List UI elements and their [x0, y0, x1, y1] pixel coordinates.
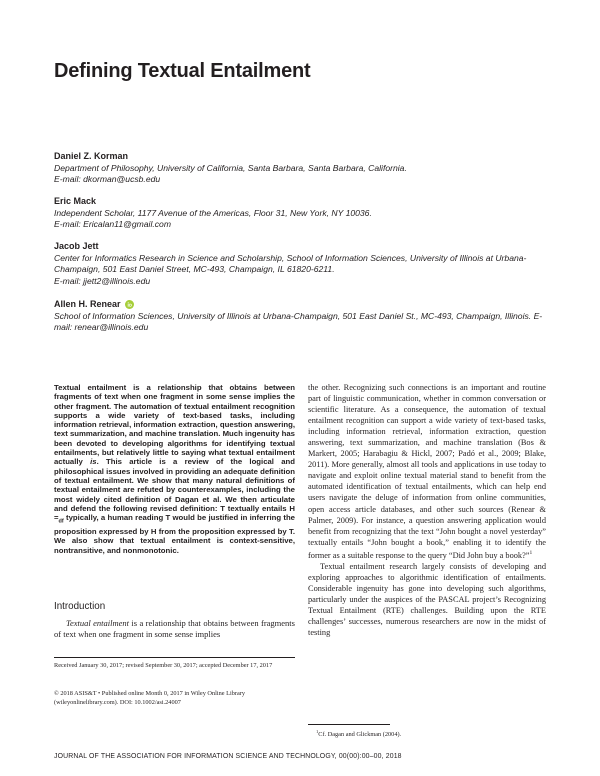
footnote-rule: [308, 724, 390, 725]
author-affiliation: Department of Philosophy, University of California, Santa Barbara, Santa Barbara, California.: [54, 162, 407, 173]
body-text: the other. Recognizing such connections is an important and routine part of linguistic communication, whether in common conversation or scientific literature. As a consequence, the automation of textual entailment recognition can support a wide variety of text-based tasks, including information retrieval, information extraction, question answering, text summarization, and machine translation (Bos & Markert, 2005; Harabagiu & Hickl, 2007; Padó et al., 2009; Blake, 2011). More generally, almost all tools and applications in use today to navigate and exploit online textual material stand to benefit from the automated identification of textual entailments, which can help end users navigate the deluge of information from online communities, open access article databases, and other such sources (Renear & Palmer, 2009). For instance, a question answering application would benefit from recognizing that the text “John bought a novel yesterday” textually entails “John bought a book,” enabling it to identify the former as a suitable response to the query “Did John buy a book?”: [308, 383, 546, 560]
definition-subscript: df: [58, 518, 64, 525]
introduction-text: is a relationship that obtains between fragments of text when one fragment in some sense implies: [54, 618, 295, 640]
author-email: E-mail: jjett2@illinois.edu: [54, 275, 151, 286]
introduction-lead-term: Textual entailment: [66, 618, 129, 628]
author-block-jett: [54, 241, 554, 287]
author-name: Eric Mack: [54, 196, 97, 206]
abstract-text: typically, a human reading T would be justified in inferring the proposition expressed by H from the proposition expressed by T. We also show that textual entailment is context-sensitive, nontransitive, and nonmonotonic.: [54, 513, 295, 555]
abstract: [54, 383, 295, 555]
footnote-marker: 1: [316, 729, 319, 734]
section-heading-introduction: Introduction: [54, 601, 106, 612]
author-affiliation: Independent Scholar, 1177 Avenue of the Americas, Floor 31, New York, NY 10036.: [54, 207, 372, 218]
abstract-emphasis: is: [90, 457, 97, 467]
footnote-divider: [54, 657, 295, 658]
orcid-icon[interactable]: [125, 300, 134, 309]
author-email: E-mail: dkorman@ucsb.edu: [54, 174, 161, 185]
copyright-note: © 2018 ASIS&T • Published online Month 0, 2017 in Wiley Online Library (wileyonlinelibrary.com). DOI: 10.1002/asi.24007: [54, 690, 246, 706]
footnote-text: Cf. Dagan and Glickman (2004).: [318, 731, 402, 739]
abstract-text: . This article is a review of the logical and philosophical issues involved in providing an adequate definition of textual entailment. We show that many natural definitions of textual entailment are refuted by counterexamples, including the most widely cited definition of Dagan et al. We then articulate and defend the following revised definition: T textually entails H =: [54, 457, 296, 523]
article-title: Defining Textual Entailment: [54, 60, 311, 82]
author-affiliation: School of Information Sciences, University of Illinois at Urbana-Champaign, 501 East Daniel St., MC-493, Champaign, Illinois. E-mail: renear@illinois.edu: [54, 310, 543, 333]
body-paragraph: [308, 382, 546, 561]
author-block-mack: [54, 196, 554, 231]
author-email: E-mail: Ericalan11@gmail.com: [54, 219, 171, 230]
received-note: Received January 30, 2017; revised September 30, 2017; accepted December 17, 2017: [54, 662, 273, 669]
right-column-body: [308, 382, 546, 638]
author-block-renear: [54, 299, 554, 334]
footnote-ref[interactable]: 1: [529, 549, 533, 556]
author-name: Daniel Z. Korman: [54, 151, 129, 161]
footnote: [316, 729, 401, 738]
author-name: Allen H. Renear: [54, 299, 121, 309]
author-affiliation: Center for Informatics Research in Science and Scholarship, School of Information Sciences, University of Illinois at Urbana-Champaign, 501 East Daniel Street, MC-493, Champaign, IL 61820-6211.: [54, 252, 527, 275]
author-name-row: [54, 299, 554, 311]
author-name: Jacob Jett: [54, 241, 99, 251]
author-block-korman: [54, 151, 554, 186]
abstract-text: Textual entailment is a relationship that obtains between fragments of text when one fragment in some sense implies the other fragment. The automation of textual entailment recognition supports a wide variety of text-based tasks, including information retrieval, information extraction, question answering, text summarization, and machine translation. Much ingenuity has been devoted to developing algorithms for identifying textual entailments, but relatively little to saying what textual entailment actually: [54, 383, 295, 467]
running-footer: JOURNAL OF THE ASSOCIATION FOR INFORMATION SCIENCE AND TECHNOLOGY, 00(00):00–00, 2018: [54, 753, 402, 760]
body-paragraph: Textual entailment research largely consists of developing and exploring approaches to algorithmic identification of entailments. Considerable ingenuity has gone into developing such algorithms, particularly under the auspices of the PASCAL project’s Recognizing Textual Entailment (RTE) challenges. Building upon the RTE challenges’ successes, numerous researchers are now in the midst of testing: [308, 561, 546, 637]
introduction-paragraph: [54, 618, 295, 640]
